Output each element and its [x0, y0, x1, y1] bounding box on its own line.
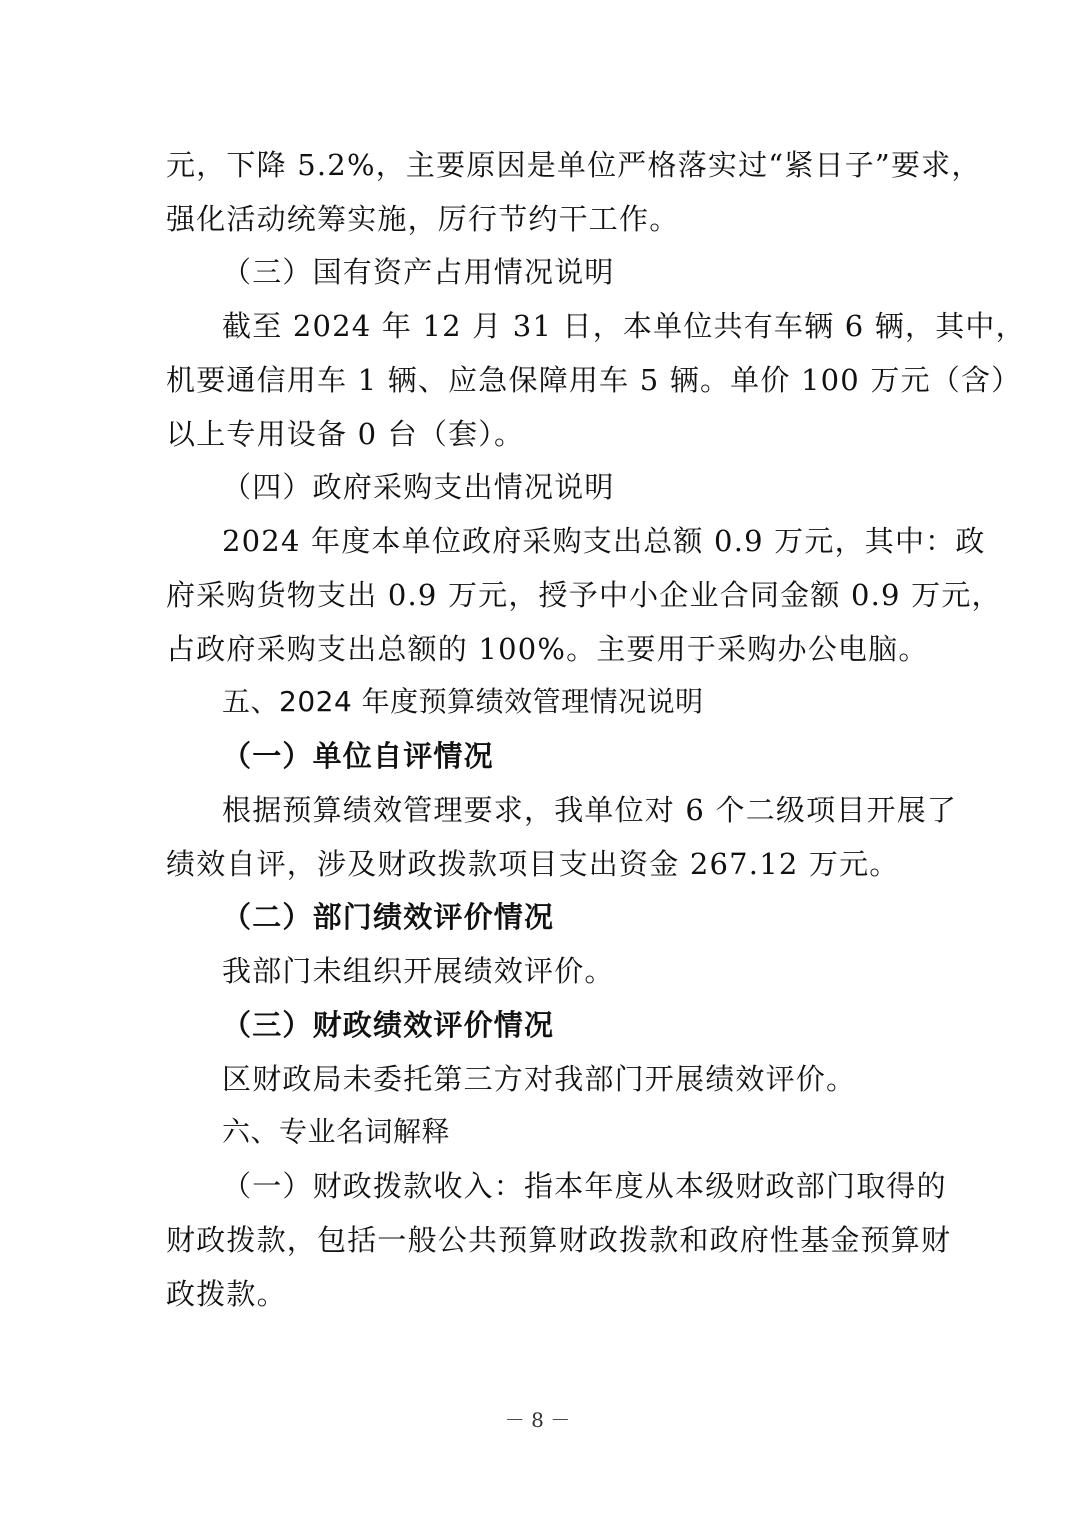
subsection-heading: （二）部门绩效评价情况	[222, 900, 555, 934]
paragraph-line: 财政拨款，包括一般公共预算财政拨款和政府性基金预算财	[166, 1223, 952, 1257]
paragraph-line: 2024 年度本单位政府采购支出总额 0.9 万元，其中：政	[222, 524, 986, 558]
subsection-heading: （三）财政绩效评价情况	[222, 1008, 555, 1042]
paragraph-line: 绩效自评，涉及财政拨款项目支出资金 267.12 万元。	[166, 847, 900, 881]
paragraph-line: 区财政局未委托第三方对我部门开展绩效评价。	[222, 1062, 857, 1096]
chapter-heading: 六、专业名词解释	[222, 1115, 451, 1148]
page-number: － 8 －	[504, 1408, 571, 1432]
subsection-heading: （一）单位自评情况	[222, 739, 494, 773]
paragraph-line: （一）财政拨款收入：指本年度从本级财政部门取得的	[222, 1169, 947, 1203]
paragraph-line: 府采购货物支出 0.9 万元，授予中小企业合同金额 0.9 万元，	[166, 578, 1002, 612]
paragraph-line: 机要通信用车 1 辆、应急保障用车 5 辆。单价 100 万元（含）	[166, 363, 1022, 397]
paragraph-line: 根据预算绩效管理要求，我单位对 6 个二级项目开展了	[222, 793, 958, 827]
chapter-heading: 五、2024 年度预算绩效管理情况说明	[222, 685, 704, 718]
paragraph-line: 强化活动统筹实施，厉行节约干工作。	[166, 202, 680, 236]
section-heading: （四）政府采购支出情况说明	[222, 470, 615, 504]
paragraph-line: 政拨款。	[166, 1277, 287, 1311]
paragraph-line: 以上专用设备 0 台（套）。	[166, 417, 525, 451]
section-heading: （三）国有资产占用情况说明	[222, 255, 615, 289]
paragraph-line: 我部门未组织开展绩效评价。	[222, 954, 615, 988]
paragraph-line: 占政府采购支出总额的 100%。主要用于采购办公电脑。	[166, 632, 929, 666]
paragraph-line: 元，下降 5.2%，主要原因是单位严格落实过“紧日子”要求，	[166, 148, 982, 182]
paragraph-line: 截至 2024 年 12 月 31 日，本单位共有车辆 6 辆，其中，	[222, 309, 1026, 343]
